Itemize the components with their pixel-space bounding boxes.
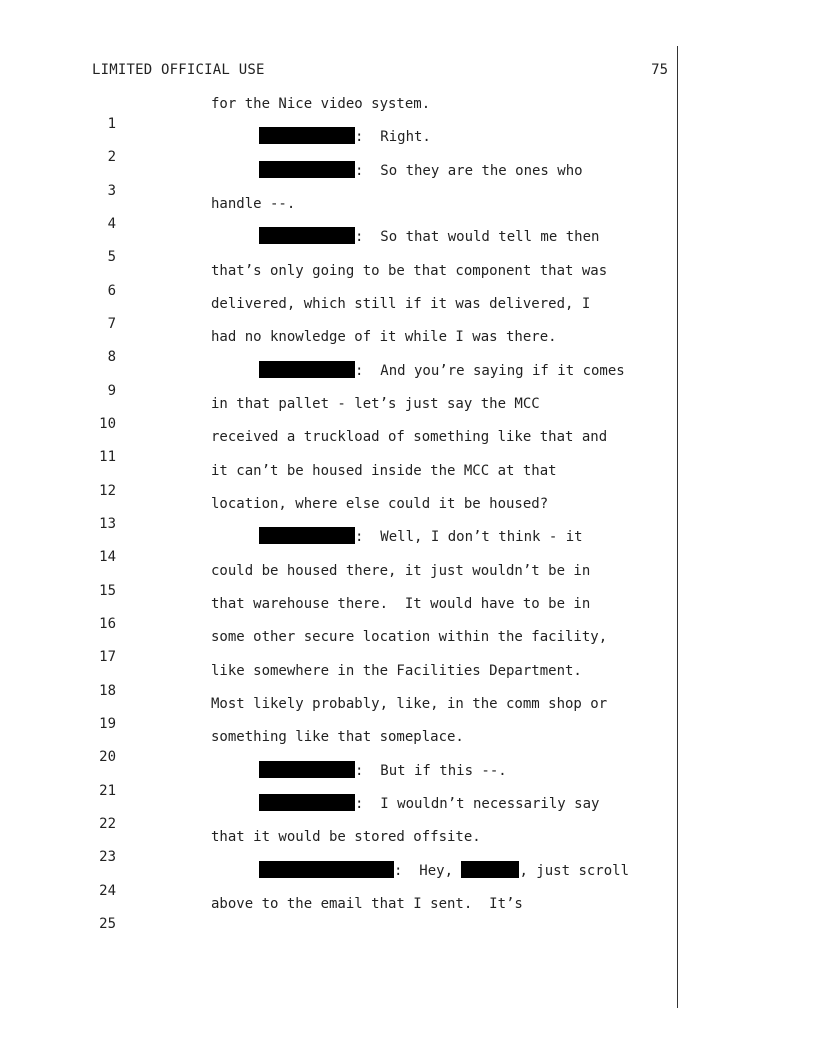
line-text: something like that someplace. <box>211 729 464 745</box>
line-text: : So they are the ones who <box>355 163 583 179</box>
redacted-speaker-name <box>259 527 355 544</box>
transcript-line <box>0 527 816 565</box>
line-number: 20 <box>99 749 116 765</box>
line-number: 10 <box>99 416 116 432</box>
transcript-line <box>0 194 816 232</box>
transcript-line <box>0 361 816 399</box>
line-number: 2 <box>107 149 116 165</box>
transcript-line <box>0 161 816 199</box>
line-text-part-2: , just scroll <box>519 863 630 879</box>
speaker-turn <box>259 161 583 181</box>
speaker-turn <box>259 794 599 814</box>
transcript-line <box>0 661 816 699</box>
line-number: 18 <box>99 683 116 699</box>
classification-header: LIMITED OFFICIAL USE <box>92 62 265 78</box>
transcript-line <box>0 327 816 365</box>
redacted-name <box>461 861 519 878</box>
line-number: 1 <box>107 116 116 132</box>
line-text: : And you’re saying if it comes <box>355 363 625 379</box>
line-text: like somewhere in the Facilities Department. <box>211 663 582 679</box>
redacted-speaker-name <box>259 361 355 378</box>
speaker-turn <box>259 527 583 547</box>
transcript-line <box>0 227 816 265</box>
line-number: 8 <box>107 349 116 365</box>
transcript-line <box>0 427 816 465</box>
line-number: 6 <box>107 283 116 299</box>
line-text: some other secure location within the facility, <box>211 629 608 645</box>
line-text: it can’t be housed inside the MCC at that <box>211 463 557 479</box>
redacted-speaker-name <box>259 127 355 144</box>
line-text: : Well, I don’t think - it <box>355 529 583 545</box>
line-number: 11 <box>99 449 116 465</box>
speaker-turn <box>259 127 431 147</box>
line-text: could be housed there, it just wouldn’t be in <box>211 563 591 579</box>
line-text: in that pallet - let’s just say the MCC <box>211 396 540 412</box>
line-number: 22 <box>99 816 116 832</box>
transcript-line <box>0 627 816 665</box>
speaker-turn <box>259 227 599 247</box>
transcript-line <box>0 694 816 732</box>
transcript-line <box>0 594 816 632</box>
line-text: location, where else could it be housed? <box>211 496 549 512</box>
line-number: 4 <box>107 216 116 232</box>
transcript-line <box>0 394 816 432</box>
line-number: 23 <box>99 849 116 865</box>
redacted-speaker-name <box>259 794 355 811</box>
line-text: : But if this --. <box>355 763 507 779</box>
line-number: 21 <box>99 783 116 799</box>
transcript-line <box>0 261 816 299</box>
line-number: 13 <box>99 516 116 532</box>
transcript-line <box>0 127 816 165</box>
transcript-line <box>0 494 816 532</box>
line-text: for the Nice video system. <box>211 96 431 112</box>
transcript-line <box>0 294 816 332</box>
redacted-speaker-name <box>259 861 394 878</box>
transcript-line <box>0 761 816 799</box>
line-number: 19 <box>99 716 116 732</box>
line-number: 15 <box>99 583 116 599</box>
transcript-line <box>0 727 816 765</box>
line-text: received a truckload of something like that and <box>211 429 608 445</box>
transcript-line <box>0 827 816 865</box>
line-text: : So that would tell me then <box>355 229 600 245</box>
redacted-speaker-name <box>259 761 355 778</box>
line-text: that it would be stored offsite. <box>211 829 481 845</box>
redacted-speaker-name <box>259 227 355 244</box>
line-text: that warehouse there. It would have to be in <box>211 596 591 612</box>
line-number: 17 <box>99 649 116 665</box>
line-number: 24 <box>99 883 116 899</box>
line-number: 5 <box>107 249 116 265</box>
transcript-line <box>0 794 816 832</box>
line-text: : Right. <box>355 129 431 145</box>
transcript-line <box>0 894 816 932</box>
transcript-line <box>0 461 816 499</box>
line-text: Most likely probably, like, in the comm shop or <box>211 696 608 712</box>
line-text: handle --. <box>211 196 296 212</box>
line-text: had no knowledge of it while I was there. <box>211 329 557 345</box>
line-text: above to the email that I sent. It’s <box>211 896 523 912</box>
speaker-turn <box>259 761 507 781</box>
line-text: delivered, which still if it was delivered, I <box>211 296 591 312</box>
transcript-line <box>0 94 816 132</box>
line-number: 9 <box>107 383 116 399</box>
speaker-turn <box>259 861 629 881</box>
redacted-speaker-name <box>259 161 355 178</box>
line-text-part-1: : Hey, <box>394 863 462 879</box>
transcript-line <box>0 561 816 599</box>
line-text: : I wouldn’t necessarily say <box>355 796 600 812</box>
transcript-line <box>0 861 816 899</box>
line-text: that’s only going to be that component that was <box>211 263 608 279</box>
line-number: 16 <box>99 616 116 632</box>
line-number: 3 <box>107 183 116 199</box>
line-number: 25 <box>99 916 116 932</box>
line-number: 7 <box>107 316 116 332</box>
line-number: 14 <box>99 549 116 565</box>
speaker-turn <box>259 361 625 381</box>
line-number: 12 <box>99 483 116 499</box>
page-number: 75 <box>651 62 668 78</box>
